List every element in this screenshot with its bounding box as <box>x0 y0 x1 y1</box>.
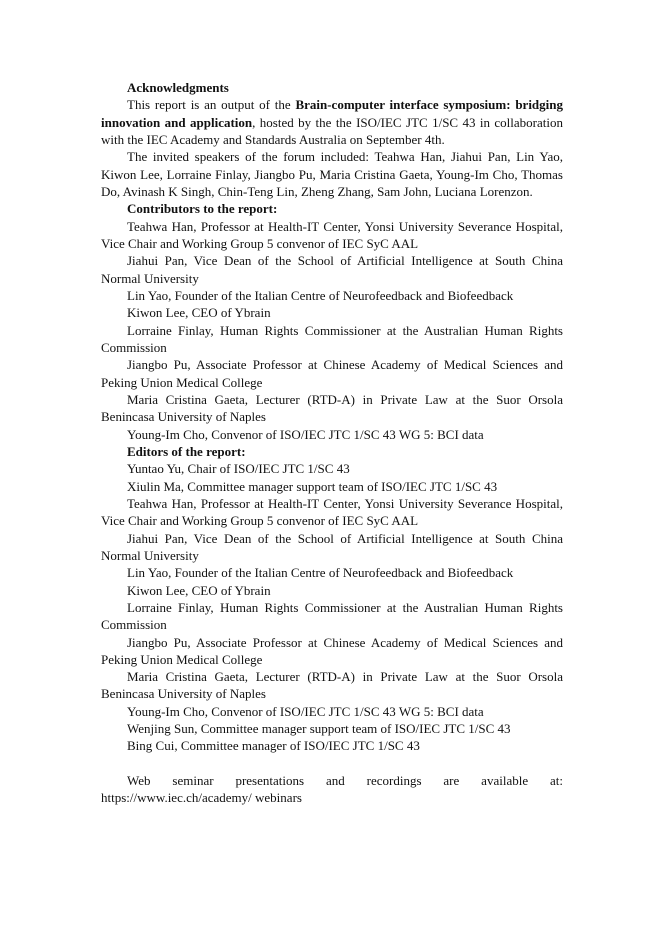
editor-entry: Lin Yao, Founder of the Italian Centre of Neurofeedback and Biofeedback <box>127 565 514 581</box>
editor-entry: Kiwon Lee, CEO of Ybrain <box>127 582 271 598</box>
contributor-entry: Young-Im Cho, Convenor of ISO/IEC JTC 1/SC 43 WG 5: BCI data <box>127 426 484 442</box>
contributors-list <box>101 218 563 443</box>
editor-entry: Wenjing Sun, Committee manager support team of ISO/IEC JTC 1/SC 43 <box>127 721 511 737</box>
editors-heading: Editors of the report: <box>127 443 246 459</box>
editors-list <box>101 460 563 755</box>
symposium-title: Brain-computer interface symposium: bridging innovation and application <box>101 97 563 130</box>
editor-entry: Jiahui Pan, Vice Dean of the School of Artificial Intelligence at South China Normal University <box>101 530 563 563</box>
intro-text: , hosted by the the ISO/IEC JTC 1/SC 43 in collaboration with the IEC Academy and Standards Australia on September 4th. <box>101 114 564 147</box>
editor-entry: Bing Cui, Committee manager of ISO/IEC JTC 1/SC 43 <box>127 738 420 754</box>
contributor-entry: Lorraine Finlay, Human Rights Commissioner at the Australian Human Rights Commission <box>101 322 563 355</box>
spacer <box>101 755 563 772</box>
contributor-entry: Jiahui Pan, Vice Dean of the School of Artificial Intelligence at South China Normal University <box>101 253 563 286</box>
webinar-text: Web seminar presentations and recordings are available at: <box>127 773 563 789</box>
editor-entry: Maria Cristina Gaeta, Lecturer (RTD-A) in Private Law at the Suor Orsola Benincasa University of Naples <box>101 669 563 702</box>
intro-paragraph <box>101 96 563 148</box>
editor-entry: Lorraine Finlay, Human Rights Commissioner at the Australian Human Rights Commission <box>101 599 563 633</box>
editor-entry: Xiulin Ma, Committee manager support team of ISO/IEC JTC 1/SC 43 <box>127 478 498 494</box>
intro-text: This report is an output of the <box>127 97 296 113</box>
acknowledgments-heading: Acknowledgments <box>127 80 229 95</box>
editor-entry: Young-Im Cho, Convenor of ISO/IEC JTC 1/SC 43 WG 5: BCI data <box>127 703 484 719</box>
editor-entry: Jiangbo Pu, Associate Professor at Chinese Academy of Medical Sciences and Peking Union Medical College <box>101 634 563 667</box>
contributor-entry: Teahwa Han, Professor at Health-IT Center, Yonsi University Severance Hospital, Vice Chair and Working Group 5 convenor of IEC SyC AAL <box>101 218 563 251</box>
contributor-entry: Kiwon Lee, CEO of Ybrain <box>127 305 271 321</box>
speakers-paragraph: The invited speakers of the forum included: Teahwa Han, Jiahui Pan, Lin Yao, Kiwon Lee, Lorraine Finlay, Jiangbo Pu, Maria Cristina Gaeta, Young-Im Cho, Thomas Do, Avinash K Singh, Chin-Teng Lin, Zheng Zhang, Sam John, Luciana Lorenzon. <box>101 149 563 199</box>
contributors-heading: Contributors to the report: <box>127 201 278 217</box>
webinar-link[interactable]: https://www.iec.ch/academy/ webinars <box>101 790 302 806</box>
contributor-entry: Maria Cristina Gaeta, Lecturer (RTD-A) in Private Law at the Suor Orsola Benincasa University of Naples <box>101 391 563 425</box>
contributor-entry: Jiangbo Pu, Associate Professor at Chinese Academy of Medical Sciences and Peking Union Medical College <box>101 357 563 390</box>
contributor-entry: Lin Yao, Founder of the Italian Centre of Neurofeedback and Biofeedback <box>127 287 514 303</box>
editor-entry: Yuntao Yu, Chair of ISO/IEC JTC 1/SC 43 <box>127 461 350 477</box>
editor-entry: Teahwa Han, Professor at Health-IT Center, Yonsi University Severance Hospital, Vice Chair and Working Group 5 convenor of IEC SyC AAL <box>101 495 563 529</box>
document-page <box>101 79 563 807</box>
